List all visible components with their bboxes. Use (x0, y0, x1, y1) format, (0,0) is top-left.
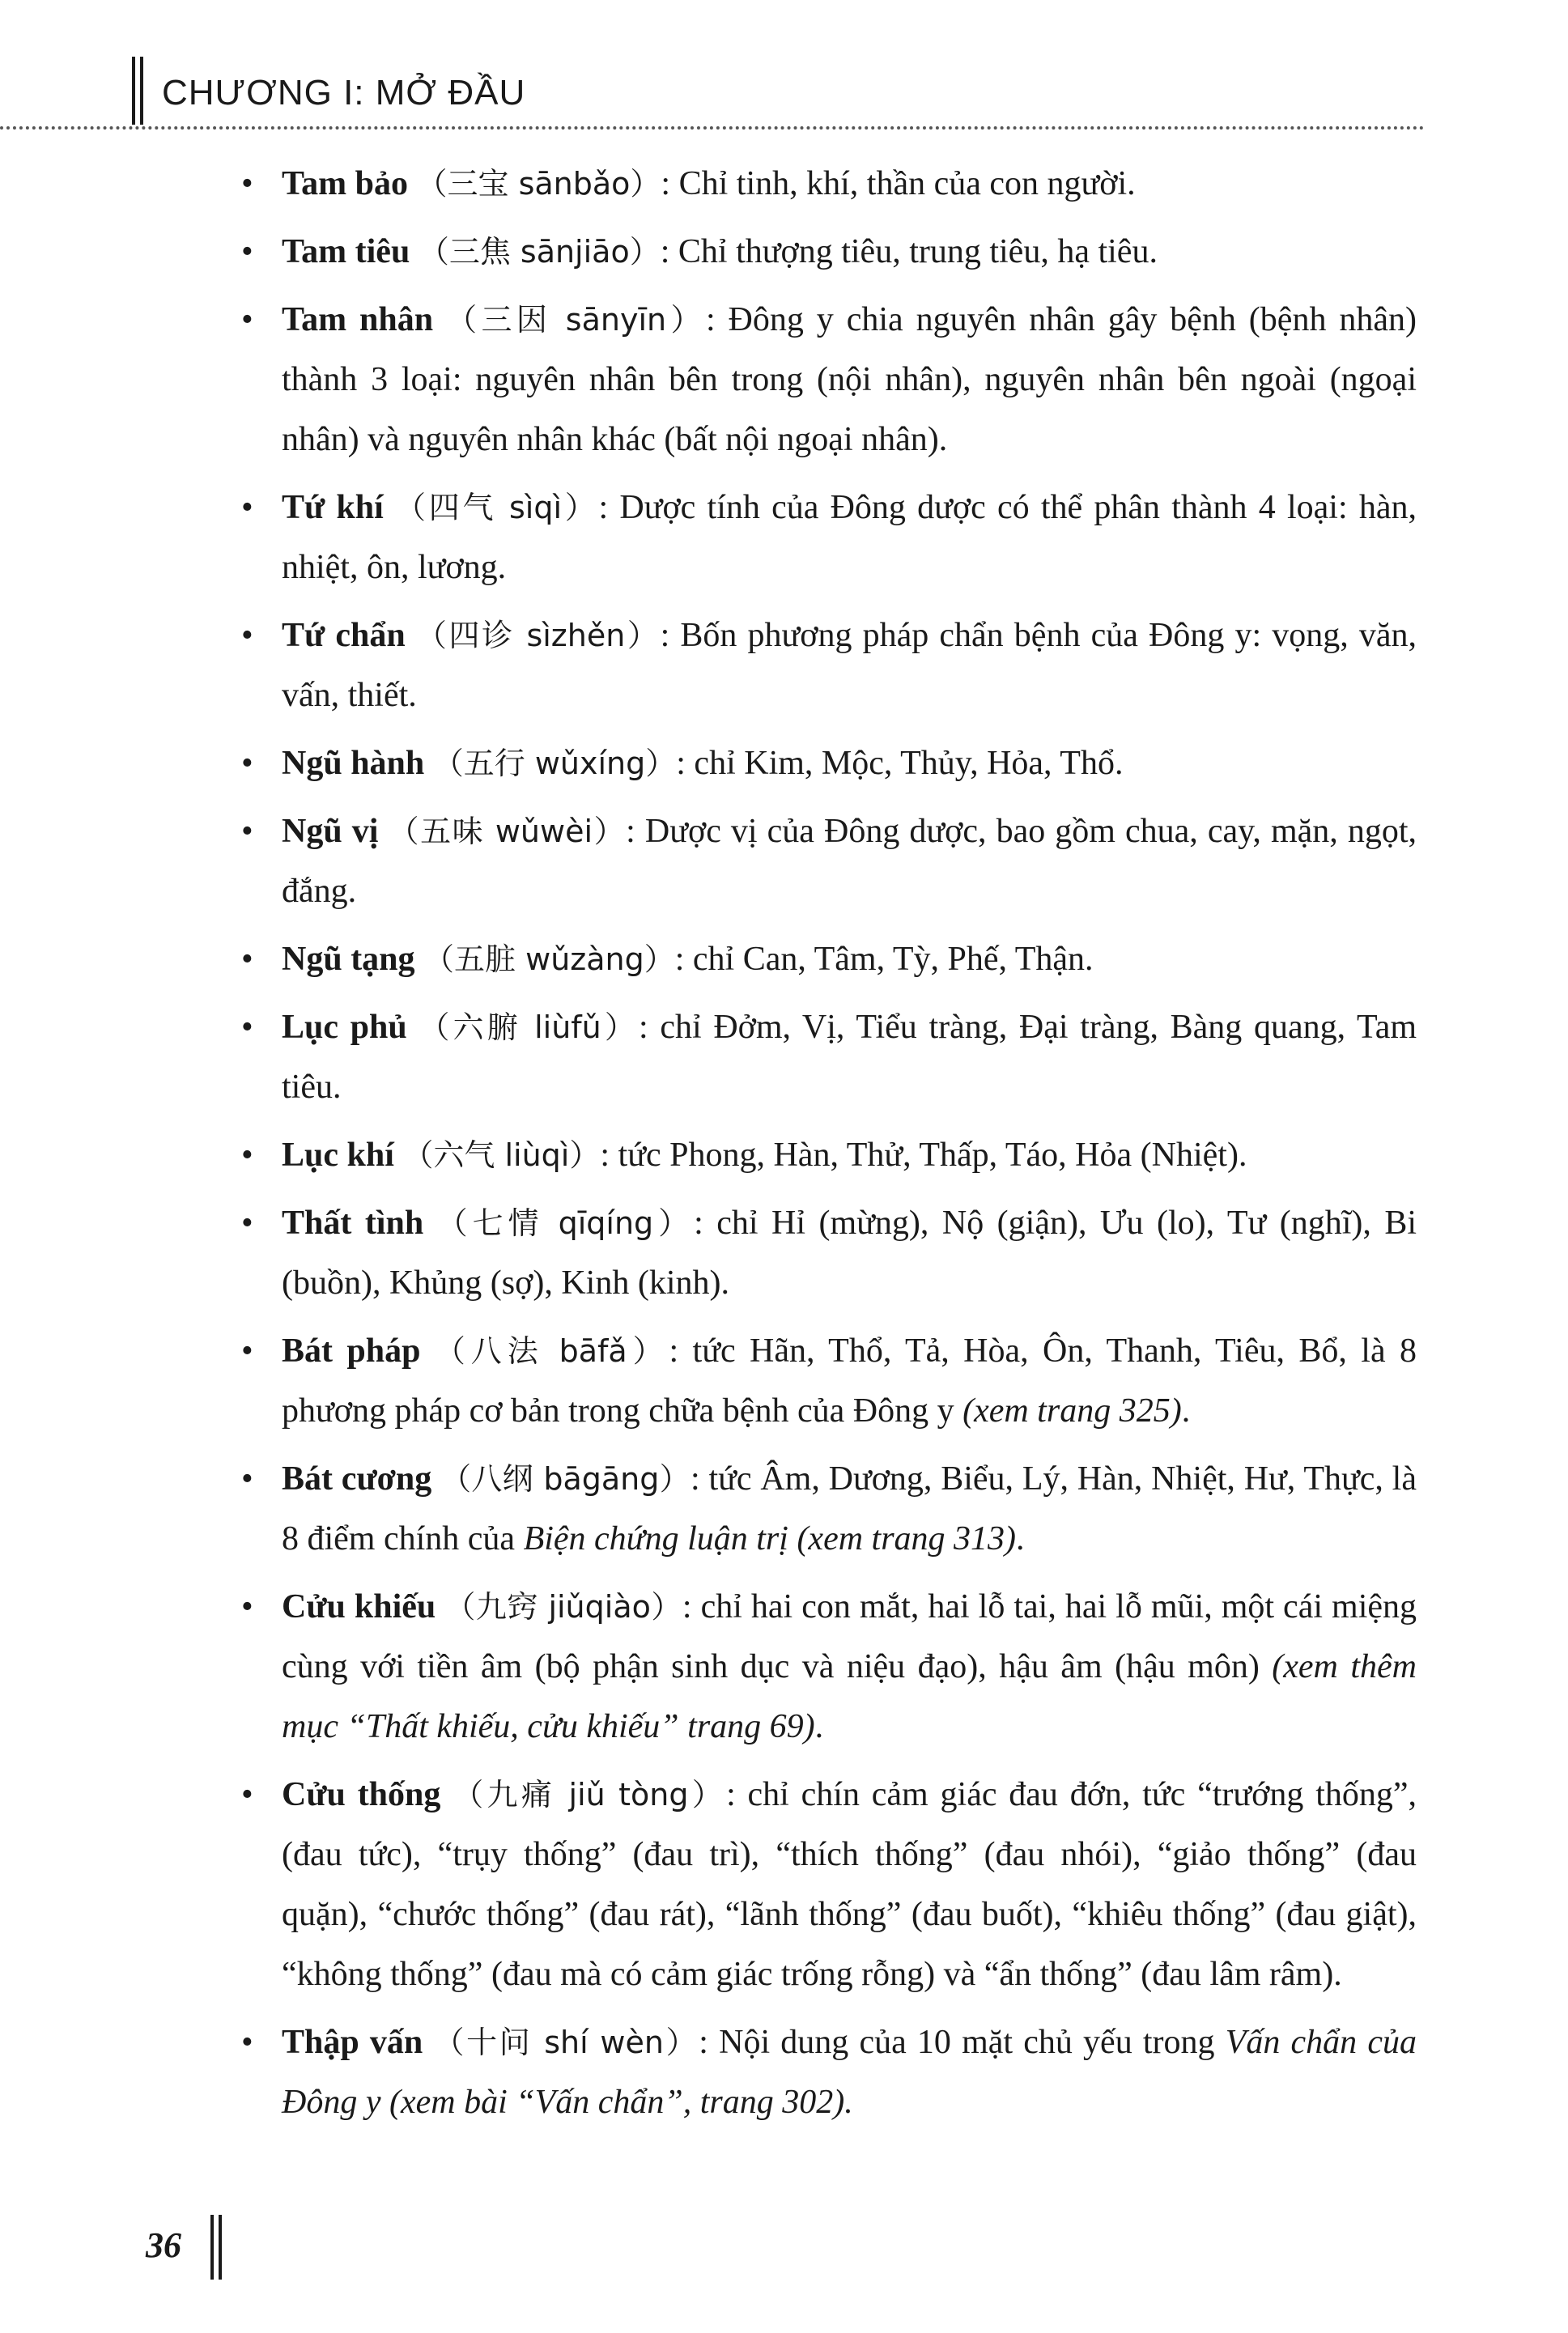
glossary-entry (235, 1765, 1417, 2004)
entry-han: （三宝 sānbǎo） (416, 166, 661, 202)
glossary-entry (235, 929, 1417, 989)
entry-text: : chỉ chín cảm giác đau đớn, tức “trướng thống”, (đau tức), “trụy thống” (đau trì), “thích thống” (đau nhói), “giảo thống” (đau quặn), “chước thống” (đau rát), “lãnh thống” (đau buốt), “khiêu thống” (đau giật), “không thống” (đau mà có cảm giác trống rỗng) và “ẩn thống” (đau lâm râm). (282, 1776, 1417, 1993)
entry-term: Tứ khí (282, 489, 384, 526)
bullet-icon: • (241, 1205, 253, 1242)
glossary-entry (235, 997, 1417, 1117)
page-footer (146, 2210, 308, 2283)
header-dotted-rule (0, 126, 1425, 130)
entry-tail: . (1016, 1520, 1025, 1557)
entry-text: : chỉ Kim, Mộc, Thủy, Hỏa, Thổ. (676, 745, 1124, 782)
entry-term: Ngũ tạng (282, 941, 415, 978)
entry-han: （九窍 jiǔqiào） (444, 1589, 682, 1625)
entry-term: Bát cương (282, 1460, 432, 1498)
entry-han: （五脏 wǔzàng） (423, 941, 675, 977)
page-header (0, 50, 1568, 131)
entry-han: （七情 qīqíng） (436, 1205, 695, 1241)
glossary-entry (235, 1193, 1417, 1313)
bullet-icon: • (241, 813, 253, 850)
entry-term: Lục phủ (282, 1009, 407, 1046)
entry-term: Tứ chẩn (282, 617, 406, 654)
bullet-icon: • (241, 1332, 253, 1370)
entry-text: : chỉ Hỉ (mừng), Nộ (giận), Ưu (lo), Tư (nghĩ), Bi (buồn), Khủng (sợ), Kinh (kinh). (282, 1205, 1417, 1302)
bullet-icon: • (241, 1776, 253, 1813)
entry-han: （三焦 sānjiāo） (418, 234, 661, 270)
bullet-icon: • (241, 745, 253, 782)
glossary-entry (235, 801, 1417, 921)
entry-text: : Đông y chia nguyên nhân gây bệnh (bệnh nhân) thành 3 loại: nguyên nhân bên trong (nội nhân), nguyên nhân bên ngoài (ngoại nhân) và nguyên nhân khác (bất nội ngoại nhân). (282, 301, 1417, 458)
entry-text: : Bốn phương pháp chẩn bệnh của Đông y: vọng, văn, vấn, thiết. (282, 617, 1417, 714)
entry-text: : chỉ hai con mắt, hai lỗ tai, hai lỗ mũi, một cái miệng cùng với tiền âm (bộ phận sinh dục và niệu đạo), hậu âm (hậu môn) (282, 1588, 1417, 1685)
entry-term: Bát pháp (282, 1332, 421, 1370)
entry-term: Tam tiêu (282, 233, 410, 270)
entry-term: Thất tình (282, 1205, 424, 1242)
glossary-entry (235, 1577, 1417, 1757)
glossary-list (235, 154, 1417, 2140)
glossary-entry (235, 222, 1417, 282)
footer-double-bar (210, 2215, 222, 2280)
entry-term: Tam nhân (282, 301, 434, 338)
entry-han: （八纲 bāgāng） (440, 1461, 691, 1497)
bullet-icon: • (241, 1460, 253, 1498)
entry-term: Thập vấn (282, 2024, 423, 2061)
entry-ref: Vấn chẩn (1225, 2024, 1358, 2061)
entry-term: Cửu thống (282, 1776, 441, 1813)
glossary-entry (235, 1321, 1417, 1441)
entry-text: : tức Hãn, Thổ, Tả, Hòa, Ôn, Thanh, Tiêu, Bổ, là 8 phương pháp cơ bản trong chữa bệnh của Đông y (282, 1332, 1417, 1430)
entry-han: （四气 sìqì） (395, 490, 599, 525)
entry-han: （五行 wǔxíng） (432, 746, 677, 781)
page-number: 36 (146, 2225, 181, 2265)
glossary-entry (235, 478, 1417, 597)
entry-text: : chỉ Đởm, Vị, Tiểu tràng, Đại tràng, Bàng quang, Tam tiêu. (282, 1009, 1417, 1106)
entry-term: Tam bảo (282, 165, 409, 202)
glossary-entry (235, 2012, 1417, 2132)
entry-han: （九痛 jiǔ tòng） (453, 1777, 727, 1812)
entry-han: （四诊 sìzhěn） (415, 618, 661, 653)
entry-han: （三因 sānyīn） (446, 302, 706, 338)
bullet-icon: • (241, 301, 253, 338)
entry-text: : Nội dung của 10 mặt chủ yếu trong (699, 2024, 1226, 2061)
entry-tail: . (1181, 1392, 1191, 1430)
entry-term: Ngũ vị (282, 813, 379, 850)
bullet-icon: • (241, 617, 253, 654)
entry-ref: (xem thêm mục “Thất khiếu, cửu khiếu” trang 69) (282, 1648, 1417, 1745)
chapter-title: CHƯƠNG I: MỞ ĐẦU (162, 73, 526, 113)
entry-text: : Dược vị của Đông dược, bao gồm chua, cay, mặn, ngọt, đắng. (282, 813, 1417, 910)
entry-text: : tức Âm, Dương, Biểu, Lý, Hàn, Nhiệt, Hư, Thực, là 8 điểm chính của (282, 1460, 1417, 1557)
entry-han: （十问 shí wèn） (433, 2025, 699, 2060)
entry-text: : chỉ Can, Tâm, Tỳ, Phế, Thận. (674, 941, 1094, 978)
entry-ref: Biện chứng luận trị (xem trang 313) (523, 1520, 1017, 1557)
entry-term: Lục khí (282, 1137, 394, 1174)
bullet-icon: • (241, 1009, 253, 1046)
bullet-icon: • (241, 1137, 253, 1174)
entry-text: : tức Phong, Hàn, Thử, Thấp, Táo, Hỏa (Nhiệt). (600, 1137, 1247, 1174)
entry-term: Cửu khiếu (282, 1588, 436, 1625)
entry-han: （六腑 liùfǔ） (419, 1009, 640, 1045)
bullet-icon: • (241, 941, 253, 978)
entry-text: : Chỉ thượng tiêu, trung tiêu, hạ tiêu. (660, 233, 1158, 270)
bullet-icon: • (241, 1588, 253, 1625)
bullet-icon: • (241, 233, 253, 270)
glossary-entry (235, 154, 1417, 214)
entry-han: （五味 wǔwèi） (388, 814, 627, 849)
entry-text: : Dược tính của Đông dược có thể phân thành 4 loại: hàn, nhiệt, ôn, lương. (282, 489, 1417, 586)
bullet-icon: • (241, 165, 253, 202)
bullet-icon: • (241, 489, 253, 526)
glossary-entry (235, 733, 1417, 793)
header-double-bar (132, 57, 143, 125)
bullet-icon: • (241, 2024, 253, 2061)
glossary-entry (235, 1449, 1417, 1569)
entry-term: Ngũ hành (282, 745, 425, 782)
entry-han: （八法 bāfǎ） (434, 1333, 669, 1369)
glossary-entry (235, 1125, 1417, 1185)
entry-text: : Chỉ tinh, khí, thần của con người. (661, 165, 1136, 202)
entry-tail: của Đông y (xem bài “Vấn chẩn”, trang 302). (282, 2024, 1417, 2121)
glossary-entry (235, 606, 1417, 725)
entry-han: （六气 liùqì） (402, 1137, 601, 1173)
entry-tail: . (814, 1708, 824, 1745)
entry-ref: (xem trang 325) (962, 1392, 1182, 1430)
glossary-entry (235, 290, 1417, 470)
